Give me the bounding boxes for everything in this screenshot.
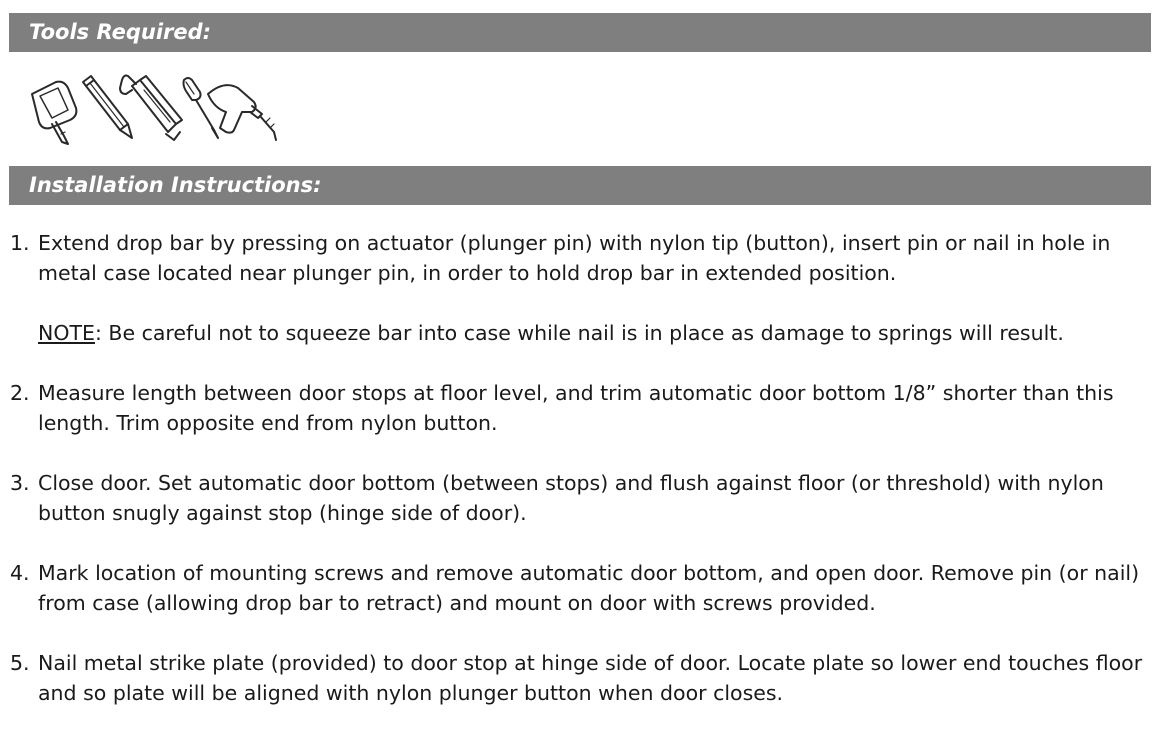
screwdriver-icon: [184, 78, 219, 138]
step-number: 2.: [10, 381, 30, 405]
tape-measure-icon: [32, 82, 76, 144]
tools-required-heading: Tools Required:: [9, 13, 1151, 52]
step-number: 1.: [10, 231, 30, 255]
step-text: Mark location of mounting screws and remove automatic door bottom, and open door. Remove pin (or nail) from case (allowing drop bar to retract) and mount on door with screws provided.: [38, 561, 1140, 615]
installation-instructions-heading: Installation Instructions:: [9, 166, 1151, 205]
step-number: 3.: [10, 471, 30, 495]
instruction-step-3: [0, 468, 1171, 528]
step-number: 4.: [10, 561, 30, 585]
note: [38, 318, 1171, 348]
instruction-list: [0, 228, 1171, 738]
step-text: Extend drop bar by pressing on actuator (plunger pin) with nylon tip (button), insert pin or nail in hole in metal case located near plunger pin, in order to hold drop bar in extended position.: [38, 231, 1111, 285]
instruction-step-4: [0, 558, 1171, 618]
step-text: Close door. Set automatic door bottom (between stops) and flush against floor (or threshold) with nylon button snugly against stop (hinge side of door).: [38, 471, 1104, 525]
pencil-icon: [83, 76, 132, 138]
step-text: Measure length between door stops at floor level, and trim automatic door bottom 1/8” shorter than this length. Trim opposite end from nylon button.: [38, 381, 1114, 435]
note-label: NOTE: [38, 321, 95, 345]
tools-illustration: [28, 72, 280, 152]
step-number: 5.: [10, 651, 30, 675]
instruction-step-2: [0, 378, 1171, 438]
instruction-step-5: [0, 648, 1171, 708]
note-text: : Be careful not to squeeze bar into case while nail is in place as damage to springs will result.: [94, 321, 1064, 345]
drill-icon: [208, 85, 276, 140]
step-text: Nail metal strike plate (provided) to door stop at hinge side of door. Locate plate so lower end touches floor and so plate will be aligned with nylon plunger button when door closes.: [38, 651, 1143, 705]
instruction-step-1: [0, 228, 1171, 348]
